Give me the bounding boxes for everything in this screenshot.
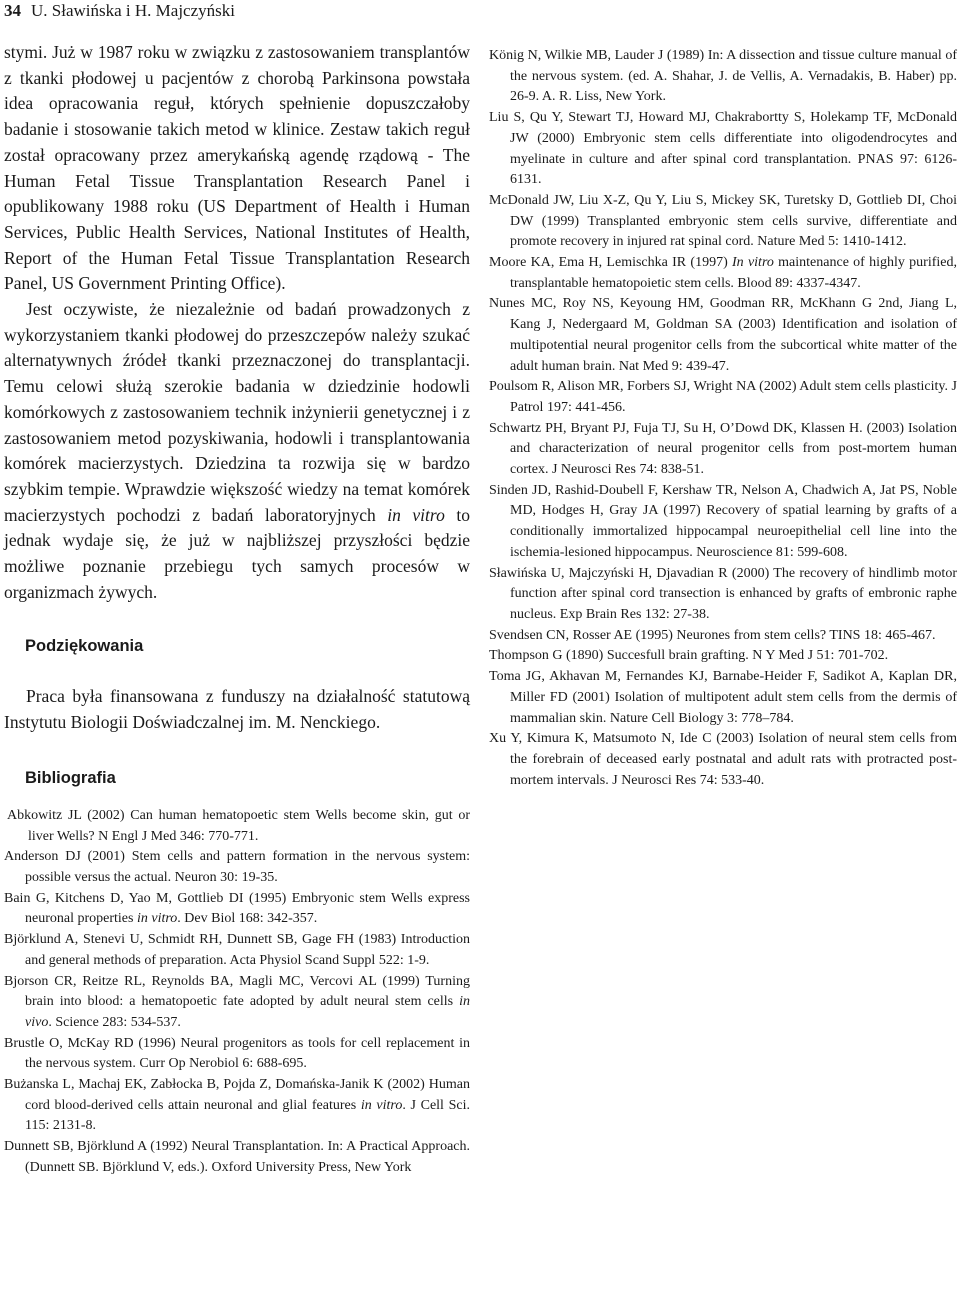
reference-text-italic: in vivo xyxy=(25,994,470,1030)
reference-item xyxy=(489,564,957,626)
reference-text: Bain G, Kitchens D, Yao M, Gottlieb DI (1995) Embryonic stem Wells express neuronal properties xyxy=(4,890,470,927)
reference-text: McDonald JW, Liu X-Z, Qu Y, Liu S, Mickey SK, Turetsky D, Gottlieb DI, Choi DW (1999) Transplanted embryonic stem cells survive, differentiate and promote recovery in injured rat spinal cord. Nature Med 5: 1410-1412. xyxy=(489,192,957,250)
reference-text: Anderson DJ (2001) Stem cells and pattern formation in the nervous system: possible versus the actual. Neuron 30: 19-35. xyxy=(4,849,470,885)
reference-item xyxy=(489,646,957,667)
bibliography-heading: Bibliografia xyxy=(25,768,116,787)
reference-text: Xu Y, Kimura K, Matsumoto N, Ide C (2003) Isolation of neural stem cells from the forebrain of deceased early postnatal and adult rats with protracted post-mortem intervals. J Neurosci Res 74: 533-40. xyxy=(489,731,957,788)
reference-item xyxy=(489,253,957,294)
reference-item xyxy=(489,108,957,191)
left-column xyxy=(4,40,470,1179)
reference-item xyxy=(4,1137,470,1178)
reference-text-italic: in vitro xyxy=(360,1097,403,1113)
reference-text: Poulsom R, Alison MR, Forbers SJ, Wright NA (2002) Adult stem cells plasticity. J Patrol 197: 441-456. xyxy=(489,379,957,415)
reference-text: . Dev Biol 168: 342-357. xyxy=(177,911,318,927)
body-paragraph xyxy=(4,297,470,605)
reference-text: . J Cell Sci. 115: 2131-8. xyxy=(25,1097,471,1134)
reference-text: Brustle O, McKay RD (1996) Neural progenitors as tools for cell replacement in the nervous system. Curr Op Nerobiol 6: 688-695. xyxy=(4,1035,470,1072)
reference-text: Dunnett SB, Björklund A (1992) Neural Transplantation. In: A Practical Approach. (Dunnett SB. Björklund V, eds.). Oxford University Press, New York xyxy=(4,1139,470,1175)
reference-text: Bużanska L, Machaj EK, Zabłocka B, Pojda Z, Domańska-Janik K (2002) Human cord blood-derived cells attain neuronal and glial features xyxy=(4,1077,470,1113)
reference-text: Moore KA, Ema H, Lemischka IR (1997) xyxy=(489,255,733,271)
reference-item xyxy=(489,419,957,481)
reference-item xyxy=(4,972,470,1034)
reference-item xyxy=(4,1075,470,1137)
running-header-authors: U. Sławińska i H. Majczyński xyxy=(31,1,235,20)
reference-text: Liu S, Qu Y, Stewart TJ, Howard MJ, Chakrabortty S, Holekamp TF, McDonald JW (2000) Embryonic stem cells differentiate into oligodendrocytes and myelinate in culture and after spinal cord transplantation. PNAS 97: 6126-6131. xyxy=(489,110,957,188)
reference-text: Sinden JD, Rashid-Doubell F, Kershaw TR, Nelson A, Chadwich A, Jat PS, Noble MD, Hodges H, Gray JA (1997) Recovery of spatial learning by grafts of a conditionally immortalized hippocampal neuroepithelial cell line into the ischemia-lesioned hippocampus. Neuroscience 81: 599-608. xyxy=(489,482,957,560)
reference-item xyxy=(489,626,957,647)
reference-item xyxy=(489,481,957,564)
reference-item xyxy=(4,930,470,971)
reference-item xyxy=(489,377,957,418)
reference-item xyxy=(489,667,957,729)
right-column xyxy=(489,46,957,791)
reference-text: . Science 283: 534-537. xyxy=(48,1014,181,1030)
reference-text: Bjorson CR, Reitze RL, Reynolds BA, Magli MC, Vercovi AL (1999) Turning brain into blood: a hematopoetic fate adopted by adult neural stem cells xyxy=(4,973,470,1010)
page-number: 34 xyxy=(4,1,21,20)
reference-text: Svendsen CN, Rosser AE (1995) Neurones from stem cells? TINS 18: 465-467. xyxy=(489,627,936,643)
reference-list-right xyxy=(489,46,957,791)
body-paragraph: stymi. Już w 1987 roku w związku z zastosowaniem transplantów z tkanki płodowej u pacjentów z chorobą Parkinsona powstała idea opracowania reguł, których spełnienie dopuszczałoby badanie i stosowanie takich metod w klinice. Zestaw takich reguł został opracowany przez amerykańską agendę rządową - The Human Fetal Tissue Transplantation Research Panel i opublikowany 1988 roku (US Department of Health i Human Services, Public Health Services, National Institutes of Health, Report of the Human Fetal Tissue Transplantation Research Panel, US Government Printing Office). xyxy=(4,42,470,294)
reference-list-left xyxy=(4,806,470,1179)
reference-text: Nunes MC, Roy NS, Keyoung HM, Goodman RR, McKhann G 2nd, Jiang L, Kang J, Nedergaard M, Goldman SA (2003) Identification and isolation of multipotential neural progenitor cells from the subcortical white matter of the adult human brain. Nat Med 9: 439-47. xyxy=(489,296,957,374)
reference-text: Abkowitz JL (2002) Can human hematopoetic stem Wells become skin, gut or liver Wells? N Engl J Med 346: 770-771. xyxy=(7,807,470,844)
reference-text: Schwartz PH, Bryant PJ, Fuja TJ, Su H, O’Dowd DK, Klassen H. (2003) Isolation and characterization of neural progenitor cells from post-mortem human cortex. J Neurosci Res 74: 838-51. xyxy=(489,420,957,478)
reference-text-italic: in vitro xyxy=(136,911,178,927)
reference-item xyxy=(489,729,957,791)
reference-text: maintenance of highly purified, transplantable hematopoietic stem cells. Blood 89: 4337-4347. xyxy=(510,255,958,291)
reference-text-italic: In vitro xyxy=(732,255,774,271)
reference-item xyxy=(4,889,470,930)
body-text: Jest oczywiste, że niezależnie od badań prowadzonych z wykorzystaniem tkanki płodowej do przeszczepów należy szukać alternatywnych źródeł tkanki przeznaczonej do transplantacji. Temu celowi służą szerokie badania w dziedzinie hodowli komórkowych z zastosowaniem technik inżynierii genetycznej i z zastosowaniem metod pozyskiwania, hodowli i transplantowania komórek macierzystych. Dziedzina ta rozwija się w bardzo szybkim tempie. Wprawdzie większość wiedzy na temat komórek macierzystych pochodzi z badań laboratoryjnych xyxy=(4,299,470,525)
running-header xyxy=(4,0,235,22)
reference-text: Sławińska U, Majczyński H, Djavadian R (2000) The recovery of hindlimb motor function after spinal cord transection is enhanced by grafts of embronic raphe nucleus. Exp Brain Res 132: 27-38. xyxy=(489,565,957,622)
reference-text: Toma JG, Akhavan M, Fernandes KJ, Barnabe-Heider F, Sadikot A, Kaplan DR, Miller FD (2001) Isolation of multipotent adult stem cells from the dermis of mammalian skin. Nature Cell Biology 3: 778–784. xyxy=(489,669,957,726)
reference-item xyxy=(489,46,957,108)
reference-item xyxy=(4,1034,470,1075)
acknowledgements-heading: Podziękowania xyxy=(25,637,144,656)
reference-item xyxy=(489,191,957,253)
reference-text: König N, Wilkie MB, Lauder J (1989) In: A dissection and tissue culture manual of the nervous system. (ed. A. Shahar, J. de Vellis, A. Vernadakis, B. Haber) pp. 26-9. A. R. Liss, New York. xyxy=(489,48,957,105)
body-text: to jednak wydaje się, że już w najbliższej przyszłości będzie możliwe poznanie przebiegu tych samych procesów w organizmach żywych. xyxy=(4,504,470,602)
reference-item xyxy=(4,806,470,847)
reference-item xyxy=(4,847,470,888)
reference-text: Björklund A, Stenevi U, Schmidt RH, Dunnett SB, Gage FH (1983) Introduction and general methods of preparation. Acta Physiol Scand Suppl 522: 1-9. xyxy=(4,932,470,968)
reference-text: Thompson G (1890) Succesfull brain grafting. N Y Med J 51: 701-702. xyxy=(489,648,889,664)
acknowledgements-text: Praca była finansowana z funduszy na działalność statutową Instytutu Biologii Doświadczalnej im. M. Nenckiego. xyxy=(4,686,470,733)
body-text-italic: in vitro xyxy=(387,504,445,525)
reference-item xyxy=(489,294,957,377)
